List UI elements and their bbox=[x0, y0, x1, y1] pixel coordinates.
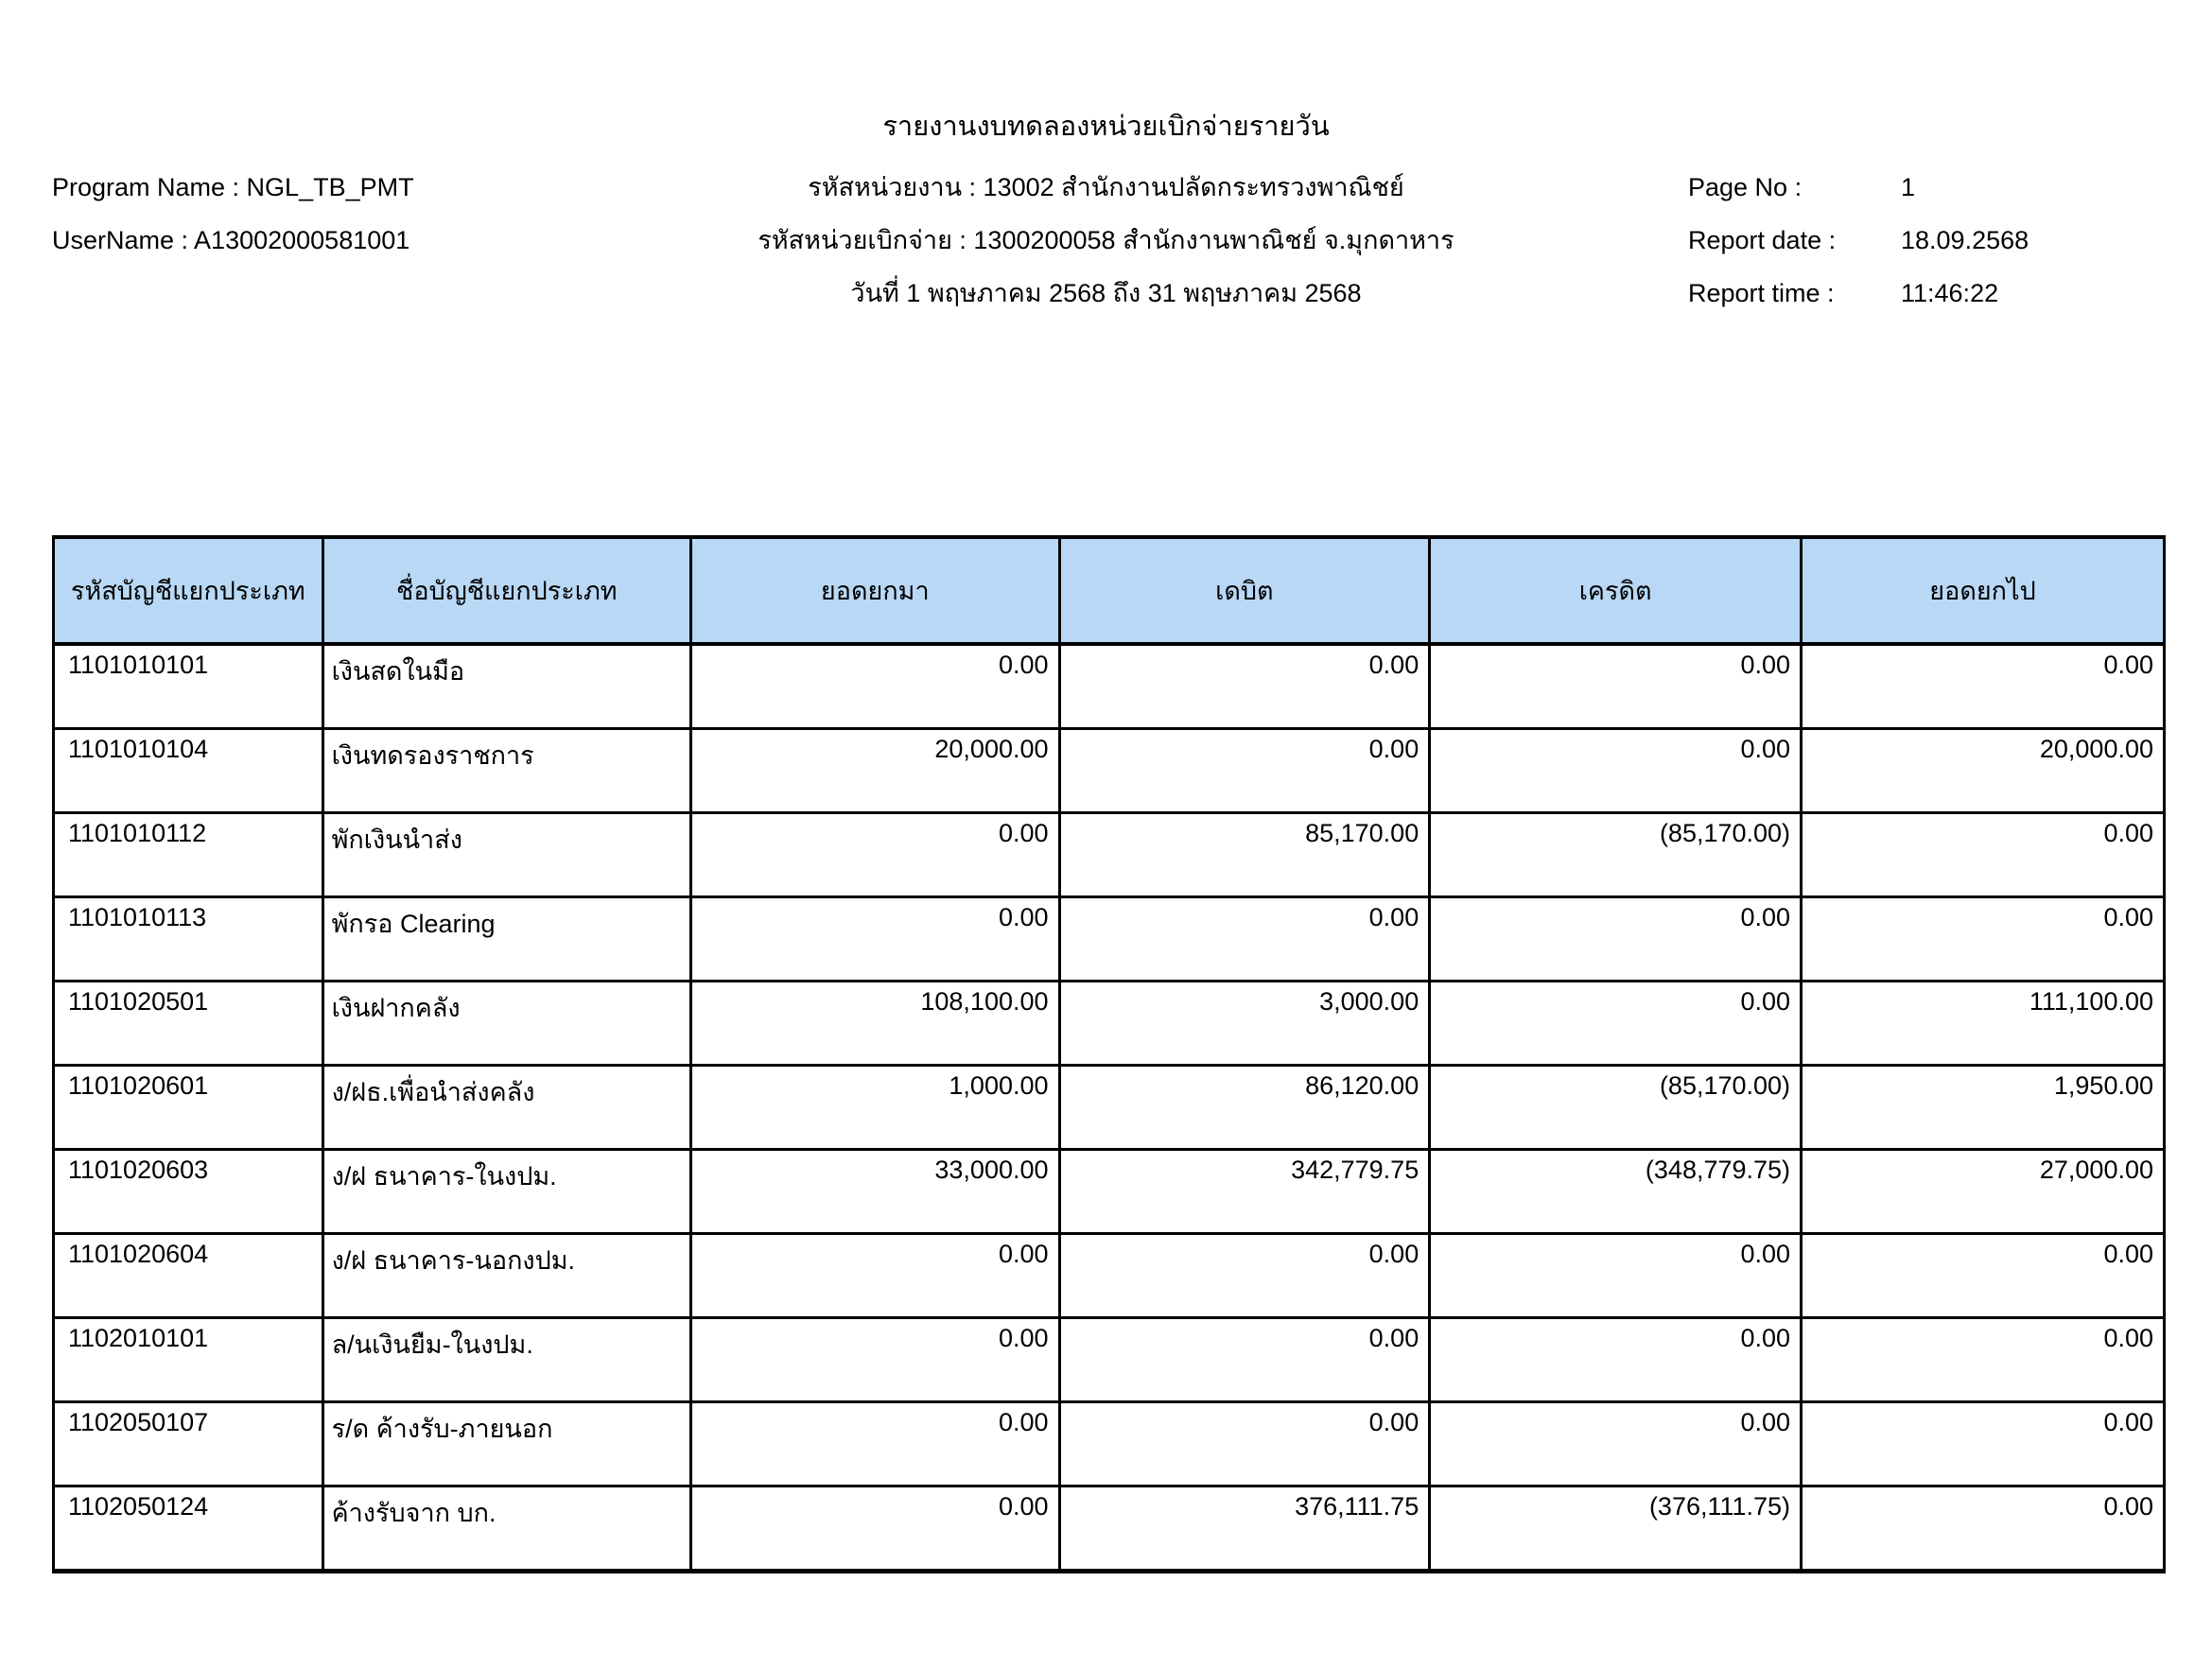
amount-cell: 342,779.75 bbox=[1059, 1150, 1430, 1234]
program-name-line: Program Name : NGL_TB_PMT bbox=[52, 173, 414, 201]
amount-cell: 85,170.00 bbox=[1059, 813, 1430, 897]
table-header-row bbox=[54, 537, 2165, 644]
table-row bbox=[54, 1150, 2165, 1234]
report-date-value: 18.09.2568 bbox=[1901, 226, 2029, 254]
amount-cell: 0.00 bbox=[1802, 897, 2165, 982]
amount-cell: 0.00 bbox=[1059, 1402, 1430, 1486]
amount-cell: 0.00 bbox=[1059, 897, 1430, 982]
amount-cell: 0.00 bbox=[1430, 644, 1802, 729]
account-name-cell: เงินฝากคลัง bbox=[322, 982, 690, 1066]
account-name-cell: ง/ฝ ธนาคาร-ในงปม. bbox=[322, 1150, 690, 1234]
report-time-label: Report time : bbox=[1688, 279, 1835, 307]
table-row bbox=[54, 1318, 2165, 1402]
amount-cell: 27,000.00 bbox=[1802, 1150, 2165, 1234]
amount-cell: 33,000.00 bbox=[691, 1150, 1059, 1234]
amount-cell: 0.00 bbox=[1430, 897, 1802, 982]
account-name-cell: ง/ฝ ธนาคาร-นอกงปม. bbox=[322, 1234, 690, 1318]
table-row bbox=[54, 644, 2165, 729]
account-code-cell: 1101010104 bbox=[54, 729, 323, 813]
account-name-cell: เงินทดรองราชการ bbox=[322, 729, 690, 813]
amount-cell: 0.00 bbox=[1430, 1318, 1802, 1402]
account-code-cell: 1101010112 bbox=[54, 813, 323, 897]
account-code-cell: 1101020501 bbox=[54, 982, 323, 1066]
header-row-2 bbox=[0, 214, 2212, 267]
amount-cell: 20,000.00 bbox=[691, 729, 1059, 813]
amount-cell: 1,950.00 bbox=[1802, 1066, 2165, 1150]
account-name-cell: ล/นเงินยืม-ในงปม. bbox=[322, 1318, 690, 1402]
table-row bbox=[54, 982, 2165, 1066]
account-name-cell: เงินสดในมือ bbox=[322, 644, 690, 729]
amount-cell: 111,100.00 bbox=[1802, 982, 2165, 1066]
date-range-line: วันที่ 1 พฤษภาคม 2568 ถึง 31 พฤษภาคม 2568 bbox=[850, 279, 1362, 307]
table-row bbox=[54, 813, 2165, 897]
amount-cell: 0.00 bbox=[691, 1486, 1059, 1572]
report-title: รายงานงบทดลองหน่วยเบิกจ่ายรายวัน bbox=[882, 112, 1330, 142]
amount-cell: 0.00 bbox=[691, 1234, 1059, 1318]
disbursement-line: รหัสหน่วยเบิกจ่าย : 1300200058 สำนักงานพาณิชย์ จ.มุกดาหาร bbox=[758, 226, 1454, 254]
amount-cell: 0.00 bbox=[1059, 1234, 1430, 1318]
amount-cell: 0.00 bbox=[1802, 813, 2165, 897]
column-header-3: เดบิต bbox=[1059, 537, 1430, 644]
amount-cell: 108,100.00 bbox=[691, 982, 1059, 1066]
amount-cell: 376,111.75 bbox=[1059, 1486, 1430, 1572]
report-date-label: Report date : bbox=[1688, 226, 1837, 254]
amount-cell: 0.00 bbox=[691, 1402, 1059, 1486]
header-row-3 bbox=[0, 267, 2212, 320]
column-header-0: รหัสบัญชีแยกประเภท bbox=[54, 537, 323, 644]
column-header-4: เครดิต bbox=[1430, 537, 1802, 644]
account-code-cell: 1102050124 bbox=[54, 1486, 323, 1572]
account-name-cell: ง/ฝธ.เพื่อนำส่งคลัง bbox=[322, 1066, 690, 1150]
report-header bbox=[0, 161, 2212, 320]
amount-cell: (85,170.00) bbox=[1430, 813, 1802, 897]
account-name-cell: พักเงินนำส่ง bbox=[322, 813, 690, 897]
table-row bbox=[54, 1486, 2165, 1572]
amount-cell: (376,111.75) bbox=[1430, 1486, 1802, 1572]
amount-cell: 0.00 bbox=[691, 644, 1059, 729]
amount-cell: 20,000.00 bbox=[1802, 729, 2165, 813]
report-time-value: 11:46:22 bbox=[1901, 279, 1999, 307]
account-name-cell: พักรอ Clearing bbox=[322, 897, 690, 982]
amount-cell: 0.00 bbox=[1802, 1318, 2165, 1402]
amount-cell: 0.00 bbox=[1059, 1318, 1430, 1402]
table-row bbox=[54, 897, 2165, 982]
agency-line: รหัสหน่วยงาน : 13002 สำนักงานปลัดกระทรวงพาณิชย์ bbox=[808, 173, 1404, 201]
amount-cell: 0.00 bbox=[691, 813, 1059, 897]
amount-cell: 0.00 bbox=[1430, 729, 1802, 813]
table-row bbox=[54, 1402, 2165, 1486]
account-code-cell: 1102050107 bbox=[54, 1402, 323, 1486]
account-code-cell: 1102010101 bbox=[54, 1318, 323, 1402]
username-line: UserName : A13002000581001 bbox=[52, 226, 410, 254]
amount-cell: (85,170.00) bbox=[1430, 1066, 1802, 1150]
account-code-cell: 1101010101 bbox=[54, 644, 323, 729]
amount-cell: 0.00 bbox=[1802, 1486, 2165, 1572]
amount-cell: (348,779.75) bbox=[1430, 1150, 1802, 1234]
amount-cell: 0.00 bbox=[1059, 729, 1430, 813]
table-row bbox=[54, 1234, 2165, 1318]
account-code-cell: 1101010113 bbox=[54, 897, 323, 982]
column-header-1: ชื่อบัญชีแยกประเภท bbox=[322, 537, 690, 644]
amount-cell: 3,000.00 bbox=[1059, 982, 1430, 1066]
account-code-cell: 1101020603 bbox=[54, 1150, 323, 1234]
account-name-cell: ร/ด ค้างรับ-ภายนอก bbox=[322, 1402, 690, 1486]
amount-cell: 0.00 bbox=[1802, 644, 2165, 729]
amount-cell: 1,000.00 bbox=[691, 1066, 1059, 1150]
amount-cell: 0.00 bbox=[1430, 1402, 1802, 1486]
page-no-label: Page No : bbox=[1688, 173, 1803, 201]
amount-cell: 0.00 bbox=[1430, 982, 1802, 1066]
table-body bbox=[54, 644, 2165, 1572]
column-header-2: ยอดยกมา bbox=[691, 537, 1059, 644]
table-row bbox=[54, 729, 2165, 813]
table-row bbox=[54, 1066, 2165, 1150]
header-row-1 bbox=[0, 161, 2212, 214]
amount-cell: 0.00 bbox=[1802, 1402, 2165, 1486]
amount-cell: 86,120.00 bbox=[1059, 1066, 1430, 1150]
amount-cell: 0.00 bbox=[691, 1318, 1059, 1402]
amount-cell: 0.00 bbox=[1802, 1234, 2165, 1318]
column-header-5: ยอดยกไป bbox=[1802, 537, 2165, 644]
account-code-cell: 1101020604 bbox=[54, 1234, 323, 1318]
trial-balance-table bbox=[52, 535, 2166, 1573]
amount-cell: 0.00 bbox=[1059, 644, 1430, 729]
amount-cell: 0.00 bbox=[1430, 1234, 1802, 1318]
amount-cell: 0.00 bbox=[691, 897, 1059, 982]
page-no-value: 1 bbox=[1901, 173, 1916, 201]
account-name-cell: ค้างรับจาก บก. bbox=[322, 1486, 690, 1572]
account-code-cell: 1101020601 bbox=[54, 1066, 323, 1150]
